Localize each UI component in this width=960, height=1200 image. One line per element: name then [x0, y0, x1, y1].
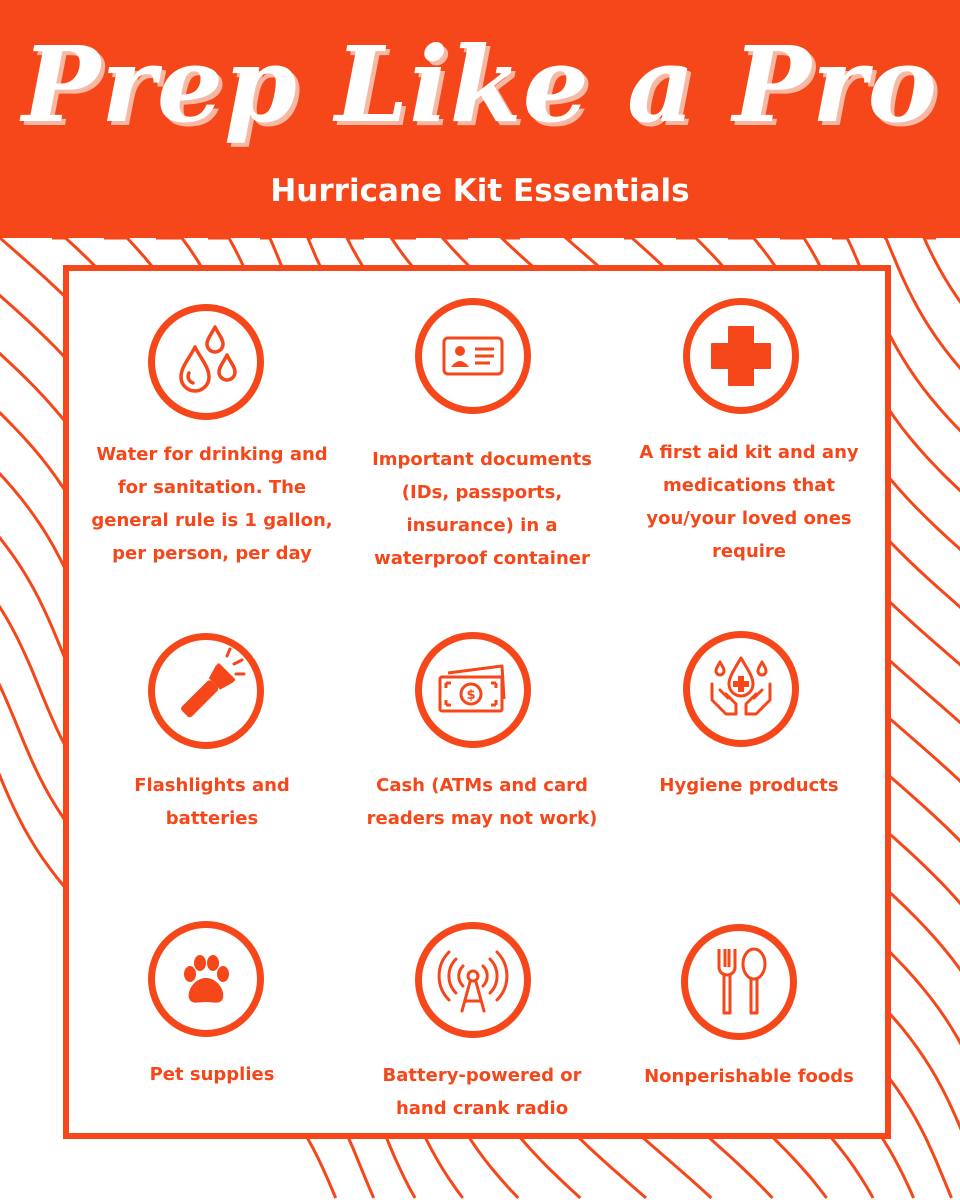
caption-hygiene: Hygiene products — [659, 775, 839, 796]
radio-tower-icon — [415, 922, 531, 1038]
essentials-panel — [63, 265, 891, 1139]
page-title: Prep Like a Pro — [21, 23, 939, 146]
water-drops-icon — [148, 304, 264, 420]
caption-radio: Battery-powered or hand crank radio — [382, 1065, 582, 1119]
paw-icon — [148, 921, 264, 1037]
first-aid-cross-icon — [683, 298, 799, 414]
caption-first-aid: A first aid kit and any medications that you/your loved ones require — [639, 442, 859, 562]
fork-spoon-icon — [681, 924, 797, 1040]
caption-flashlights: Flashlights and batteries — [134, 775, 290, 829]
caption-water: Water for drinking and for sanitation. The general rule is 1 gallon, per person, per day — [91, 444, 333, 564]
caption-cash: Cash (ATMs and card readers may not work) — [366, 775, 598, 829]
cash-icon — [415, 632, 531, 748]
caption-foods: Nonperishable foods — [644, 1066, 854, 1087]
header-banner — [0, 0, 960, 238]
hygiene-hands-icon — [683, 631, 799, 747]
svg-text:$: $ — [466, 688, 476, 703]
flashlight-icon — [148, 633, 264, 749]
id-card-icon — [415, 298, 531, 414]
caption-documents: Important documents (IDs, passports, insurance) in a waterproof container — [372, 449, 592, 569]
caption-pet-supplies: Pet supplies — [149, 1064, 275, 1085]
page-subtitle: Hurricane Kit Essentials — [270, 173, 690, 209]
